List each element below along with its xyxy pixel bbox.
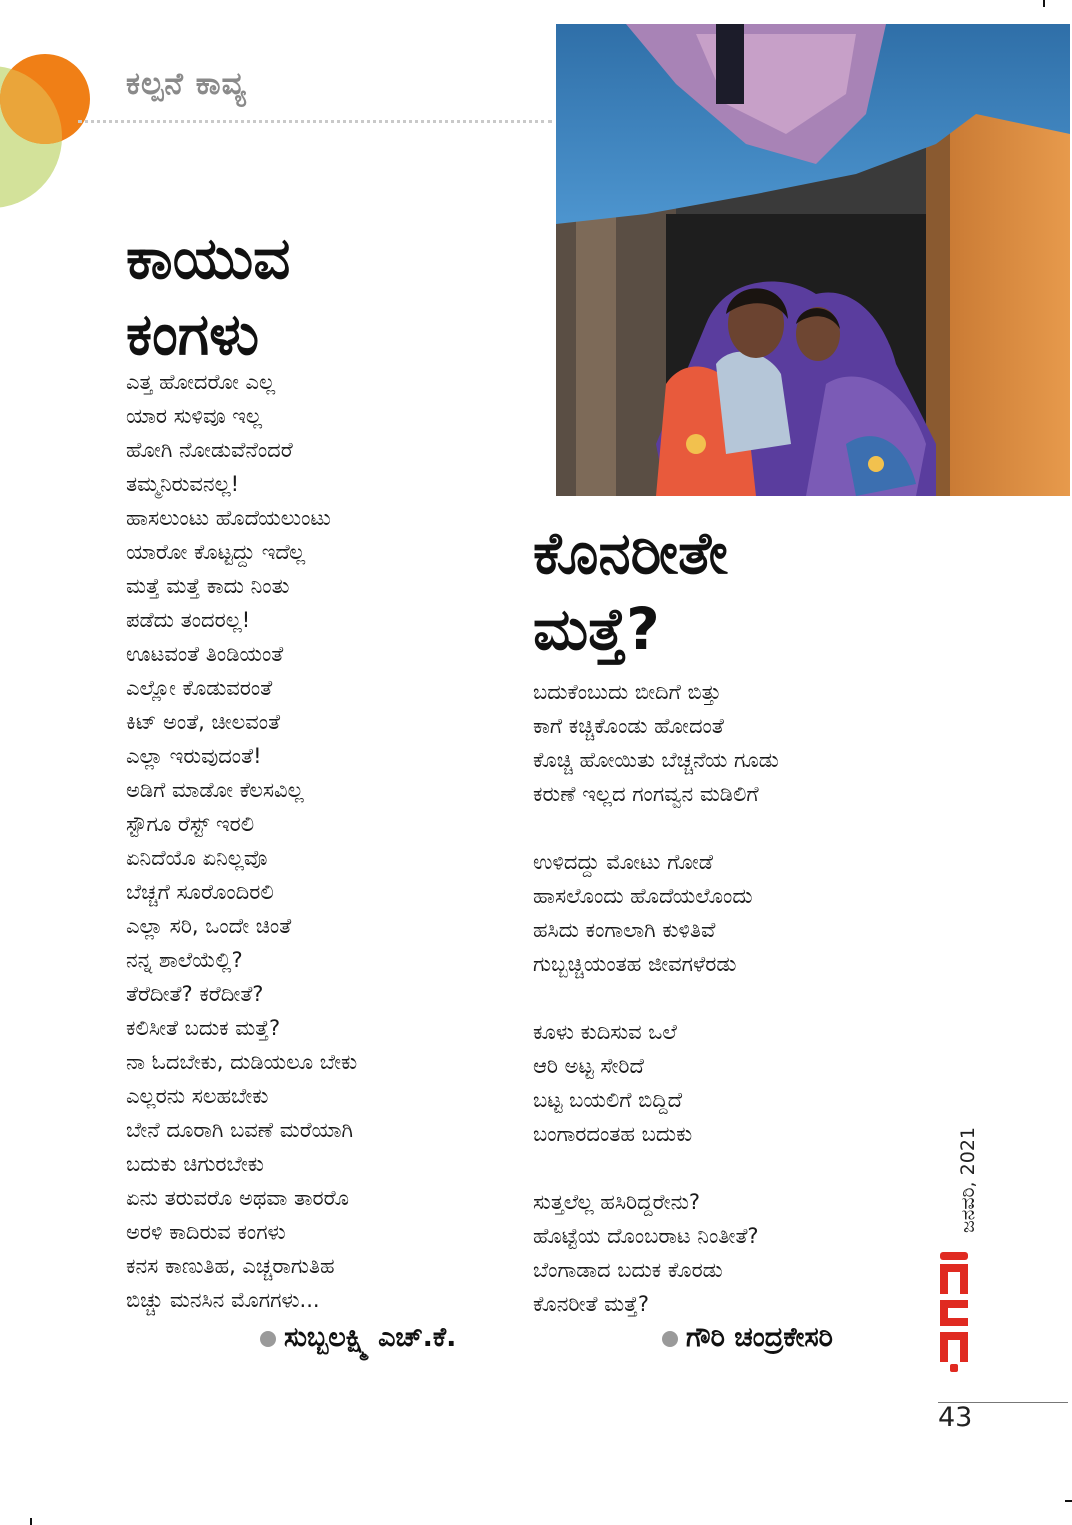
poem-line: ಬದುಕು ಚಿಗುರಬೇಕು (126, 1152, 264, 1176)
poem-line: ಏನಿದೆಯೊ ಏನಿಲ್ಲವೊ (126, 846, 268, 870)
poem-line: ಬಂಗಾರದಂತಹ ಬದುಕು (533, 1122, 693, 1146)
poem-line: ಎತ್ತ ಹೋದರೋ ಎಲ್ಲ (126, 370, 276, 394)
poem-line: ಯಾರೋ ಕೊಟ್ಟದ್ದು ಇದೆಲ್ಲ (126, 540, 306, 564)
poem-line: ಕನಸ ಕಾಣುತಿಹ, ಎಚ್ಚರಾಗುತಿಹ (126, 1254, 335, 1278)
bullet-dot-icon (662, 1331, 678, 1347)
poem-line: ಪಡೆದು ತಂದರಲ್ಲ! (126, 608, 251, 632)
poem-line: ಕೂಳು ಕುದಿಸುವ ಒಲೆ (533, 1020, 677, 1044)
crop-mark (30, 1518, 32, 1525)
poem-2-title-line: ಮತ್ತೆ? (533, 595, 660, 663)
decor-circle-overlap (0, 66, 62, 208)
stanza-gap (533, 811, 779, 845)
poem-line: ಅಡಿಗೆ ಮಾಡೋ ಕೆಲಸವಿಲ್ಲ (126, 778, 304, 802)
poem-line: ಎಲ್ಲೋ ಕೊಡುವರಂತೆ (126, 676, 273, 700)
poem-line: ಬೆಚ್ಚಗೆ ಸೂರೊಂದಿರಲಿ (126, 880, 274, 904)
poem-1-body (126, 365, 357, 1317)
poem-line: ಕಾಗೆ ಕಚ್ಚಿಕೊಂಡು ಹೋದಂತೆ (533, 714, 724, 738)
poem-line: ಅರಳಿ ಕಾದಿರುವ ಕಂಗಳು (126, 1220, 286, 1244)
poem-2-author (662, 1322, 833, 1354)
poem-line: ತೆರೆದೀತೆ? ಕರೆದೀತೆ? (126, 982, 264, 1006)
poem-2-body (533, 675, 779, 1321)
poem-2-title (533, 515, 728, 667)
issue-date: ಜನವರಿ, 2021 (957, 1127, 979, 1233)
poem-2-title-line: ಕೊನರೀತೇ (533, 519, 728, 587)
children-under-blanket-photo (556, 24, 1070, 496)
poem-line: ಏನು ತರುವರೊ ಅಥವಾ ತಾರರೊ (126, 1186, 349, 1210)
poem-line: ನನ್ನ ಶಾಲೆಯೆಲ್ಲಿ? (126, 948, 243, 972)
magazine-logo (936, 1250, 972, 1374)
poem-line: ಬೆಂಗಾಡಾದ ಬದುಕ ಕೊರಡು (533, 1258, 723, 1282)
poem-line: ಸ್ಟೌಗೂ ರೆಸ್ಟ್ ಇರಲಿ (126, 812, 255, 836)
poem-line: ಹಸಿದು ಕಂಗಾಲಾಗಿ ಕುಳಿತಿವೆ (533, 918, 716, 942)
poem-line: ಎಲ್ಲಾ ಇರುವುದಂತೆ! (126, 744, 262, 768)
bullet-dot-icon (260, 1331, 276, 1347)
crop-mark (1043, 0, 1045, 7)
poem-line: ಹೊಟ್ಟೆಯ ದೊಂಬರಾಟ ನಿಂತೀತೆ? (533, 1224, 759, 1248)
poem-line: ಉಳಿದದ್ದು ಮೋಟು ಗೋಡೆ (533, 850, 713, 874)
stanza-gap (533, 1151, 779, 1185)
stanza-gap (533, 981, 779, 1015)
poem-line: ಆರಿ ಅಟ್ಟ ಸೇರಿದೆ (533, 1054, 644, 1078)
author-name: ಗೌರಿ ಚಂದ್ರಕೇಸರಿ (686, 1322, 833, 1353)
poem-line: ಕೊನರೀತೆ ಮತ್ತೆ? (533, 1292, 650, 1316)
section-divider (78, 120, 552, 123)
section-heading: ಕಲ್ಪನೆ ಕಾವ್ಯ (126, 66, 247, 102)
crop-mark (1065, 1500, 1072, 1502)
poem-line: ಊಟವಂತೆ ತಿಂಡಿಯಂತೆ (126, 642, 284, 666)
poem-1-title-line: ಕಾಯುವ (126, 224, 291, 292)
poem-line: ಕರುಣೆ ಇಲ್ಲದ ಗಂಗವ್ವನ ಮಡಿಲಿಗೆ (533, 782, 759, 806)
poem-line: ಗುಬ್ಬಚ್ಚಿಯಂತಹ ಜೀವಗಳೆರಡು (533, 952, 737, 976)
poem-line: ಬಟ್ಟ ಬಯಲಿಗೆ ಬಿದ್ದಿದೆ (533, 1088, 683, 1112)
poem-1-title-line: ಕಂಗಳು (126, 300, 260, 368)
poem-1-author (260, 1322, 456, 1354)
poem-line: ನಾ ಓದಬೇಕು, ದುಡಿಯಲೂ ಬೇಕು (126, 1050, 358, 1074)
page-number: 43 (938, 1402, 973, 1433)
poem-line: ಹೋಗಿ ನೋಡುವೆನೆಂದರೆ (126, 438, 293, 462)
poem-line: ಕಿಟ್ ಅಂತೆ, ಚೀಲವಂತೆ (126, 710, 281, 734)
poem-line: ಕಲಿಸೀತೆ ಬದುಕ ಮತ್ತೆ? (126, 1016, 281, 1040)
poem-line: ಬದುಕೆಂಬುದು ಬೀದಿಗೆ ಬಿತ್ತು (533, 680, 722, 704)
poem-line: ಎಲ್ಲಾ ಸರಿ, ಒಂದೇ ಚಿಂತೆ (126, 914, 292, 938)
poem-line: ತಮ್ಮನಿರುವನಲ್ಲ! (126, 472, 240, 496)
poem-line: ಹಾಸಲುಂಟು ಹೊದೆಯಲುಂಟು (126, 506, 331, 530)
poem-line: ಯಾರ ಸುಳಿವೂ ಇಲ್ಲ (126, 404, 263, 428)
poem-line: ಹಾಸಲೊಂದು ಹೊದೆಯಲೊಂದು (533, 884, 753, 908)
poem-line: ಸುತ್ತಲೆಲ್ಲ ಹಸಿರಿದ್ದರೇನು? (533, 1190, 701, 1214)
poem-1-title (126, 220, 290, 372)
poem-line: ಕೊಚ್ಚಿ ಹೋಯಿತು ಬೆಚ್ಚನೆಯ ಗೂಡು (533, 748, 779, 772)
poem-line: ಮತ್ತೆ ಮತ್ತೆ ಕಾದು ನಿಂತು (126, 574, 290, 598)
poem-line: ಬಿಚ್ಚು ಮನಸಿನ ಮೊಗಗಳು... (126, 1288, 320, 1312)
author-name: ಸುಬ್ಬಲಕ್ಷ್ಮಿ ಎಚ್.ಕೆ. (284, 1322, 457, 1353)
poem-line: ಎಲ್ಲರನು ಸಲಹಬೇಕು (126, 1084, 269, 1108)
poem-line: ಬೇನೆ ದೂರಾಗಿ ಬವಣೆ ಮರೆಯಾಗಿ (126, 1118, 354, 1142)
